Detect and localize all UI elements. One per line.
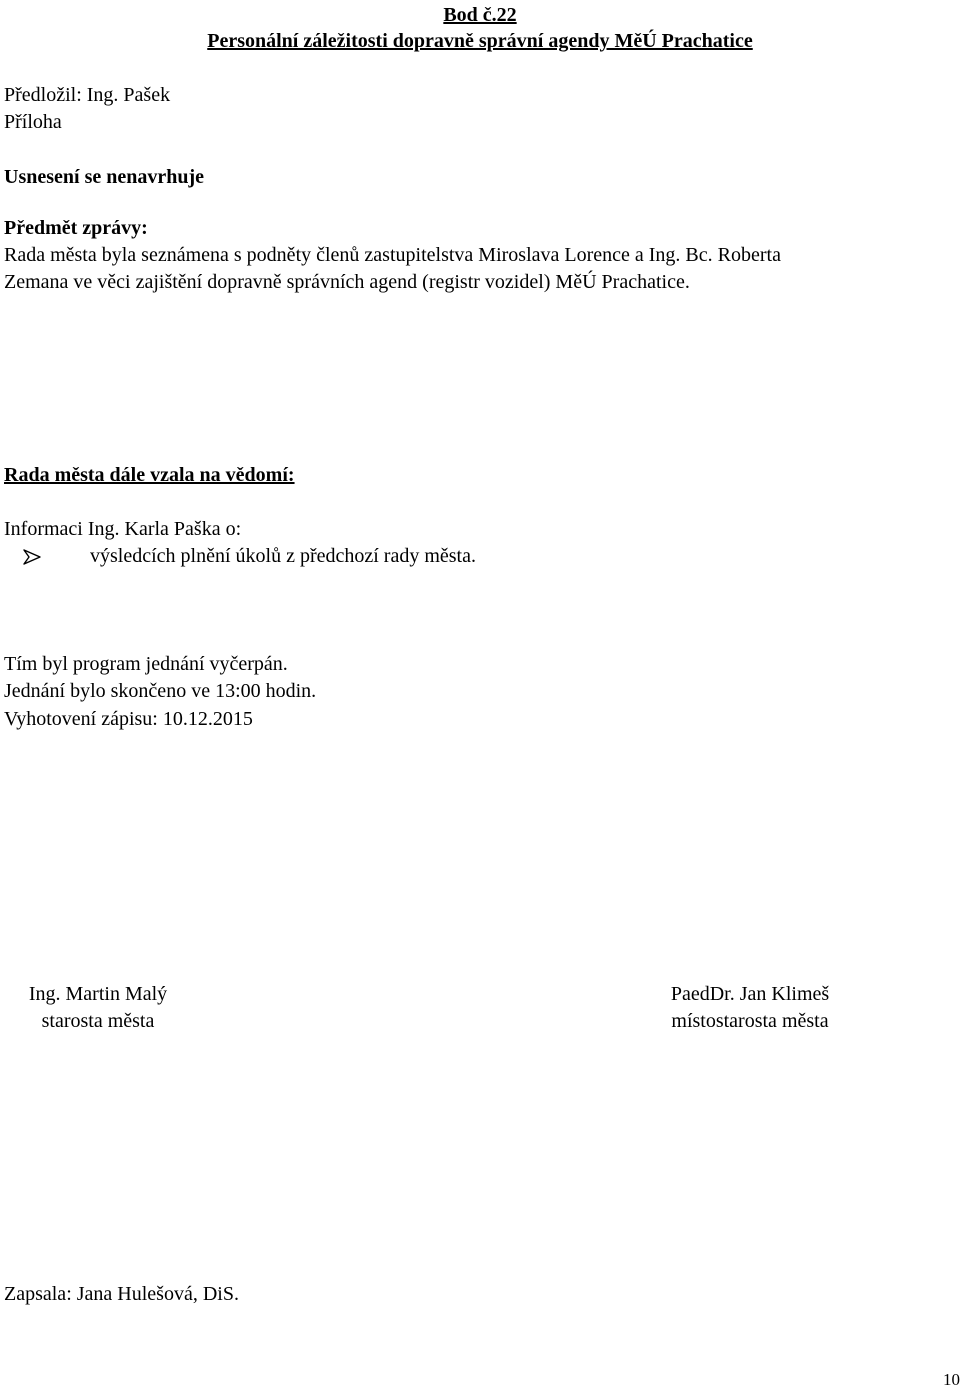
attachment-label: Příloha — [4, 111, 62, 133]
closing-line-2: Jednání bylo skončeno ve 13:00 hodin. — [4, 680, 317, 702]
page-number: 10 — [943, 1370, 960, 1389]
signature-left-role: starosta města — [41, 1010, 155, 1032]
list-item — [22, 543, 476, 570]
page-title: Personální záležitosti dopravně správní agendy MěÚ Prachatice — [207, 30, 753, 52]
resolution-note: Usnesení se nenavrhuje — [4, 166, 205, 188]
acknowledged-heading: Rada města dále vzala na vědomí: — [4, 464, 295, 486]
subject-heading: Předmět zprávy: — [4, 217, 148, 239]
list-item-text: výsledcích plnění úkolů z předchozí rady města. — [90, 545, 476, 567]
arrow-bullet-icon — [22, 549, 42, 565]
signature-right-name: PaedDr. Jan Klimeš — [670, 983, 830, 1005]
recorder: Zapsala: Jana Hulešová, DiS. — [4, 1283, 239, 1305]
closing-line-3: Vyhotovení zápisu: 10.12.2015 — [4, 708, 253, 730]
info-line: Informaci Ing. Karla Paška o: — [4, 518, 242, 540]
subject-text-line-1: Rada města byla seznámena s podněty členů zastupitelstva Miroslava Lorence a Ing. Bc. Roberta — [4, 244, 781, 266]
signature-left-name: Ing. Martin Malý — [28, 983, 168, 1005]
item-number: Bod č.22 — [443, 4, 517, 26]
closing-line-1: Tím byl program jednání vyčerpán. — [4, 653, 288, 675]
presenter: Předložil: Ing. Pašek — [4, 84, 171, 106]
subject-text-line-2: Zemana ve věci zajištění dopravně správních agend (registr vozidel) MěÚ Prachatice. — [4, 271, 690, 293]
signature-right-role: místostarosta města — [671, 1010, 829, 1032]
